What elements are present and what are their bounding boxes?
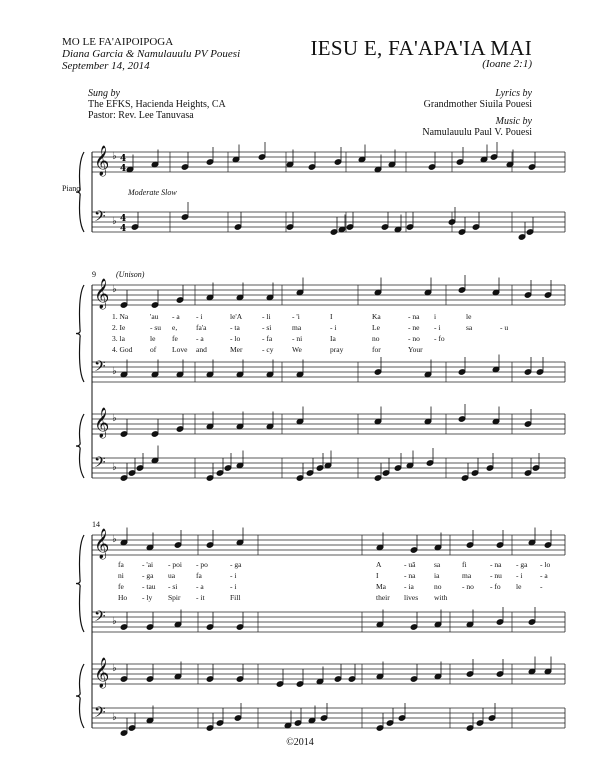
lyric-syllable: ma	[292, 323, 302, 332]
date: September 14, 2014	[62, 60, 150, 72]
key-signature-flat: ♭	[112, 712, 117, 723]
lyric-syllable: sa	[466, 323, 473, 332]
lyric-syllable: their	[376, 593, 390, 602]
music-label: Music by	[495, 116, 532, 127]
bass-clef: 𝄢	[94, 704, 106, 725]
lyric-syllable: - a	[196, 334, 204, 343]
lyric-syllable: 4. God	[112, 345, 133, 354]
lyric-syllable: - uā	[404, 560, 416, 569]
key-signature-flat: ♭	[112, 366, 117, 377]
lyric-syllable: - poi	[168, 560, 182, 569]
lyric-syllable: - it	[196, 593, 205, 602]
treble-clef: 𝄞	[94, 408, 110, 438]
lyric-syllable: e,	[172, 323, 178, 332]
lyricist: Grandmother Siuila Pouesi	[423, 99, 532, 110]
key-signature-flat: ♭	[112, 616, 117, 627]
lyric-syllable: - li	[262, 312, 271, 321]
lyric-syllable: - ga	[230, 560, 242, 569]
time-signature: 4	[120, 224, 127, 234]
key-signature-flat: ♭	[112, 216, 117, 227]
lyric-syllable: 'au	[150, 312, 159, 321]
lyric-syllable: - a	[172, 312, 180, 321]
treble-clef: 𝄞	[94, 279, 110, 309]
lyric-syllable: fe	[172, 334, 178, 343]
lyric-syllable: ia	[434, 571, 440, 580]
tempo-marking: Moderate Slow	[128, 188, 177, 197]
lyric-syllable: ma	[462, 571, 472, 580]
lyric-syllable: Love	[172, 345, 188, 354]
lyric-syllable: A	[376, 560, 382, 569]
lyric-syllable: 1. Na	[112, 312, 129, 321]
lyric-syllable: - i	[230, 571, 237, 580]
lyric-syllable: of	[150, 345, 157, 354]
lyric-syllable: - i	[196, 312, 203, 321]
measure-number-14: 14	[92, 520, 100, 529]
key-signature-flat: ♭	[112, 462, 117, 473]
lyric-syllable: - nu	[490, 571, 502, 580]
lyric-syllable: - tau	[142, 582, 156, 591]
series-name: MO LE FA'AIPOIPOGA	[62, 36, 174, 48]
lyric-syllable: ua	[168, 571, 176, 580]
key-signature-flat: ♭	[112, 534, 117, 545]
lyrics-label: Lyrics by	[495, 88, 532, 99]
lyric-syllable: I	[376, 571, 379, 580]
composers: Diana Garcia & Namulauulu PV Pouesi	[62, 48, 241, 60]
lyric-syllable: Ho	[118, 593, 128, 602]
lyric-syllable: fa'a	[196, 323, 207, 332]
lyric-syllable: - a	[196, 582, 204, 591]
lyric-syllable: - fa	[262, 334, 273, 343]
lyric-syllable: Ia	[330, 334, 336, 343]
lyric-syllable: Ma	[376, 582, 386, 591]
lyric-syllable: - si	[168, 582, 178, 591]
lyric-syllable: - ga	[516, 560, 528, 569]
treble-clef: 𝄞	[94, 146, 110, 176]
lyric-syllable: i	[434, 312, 437, 321]
lyric-syllable: Fill	[230, 593, 241, 602]
bass-clef: 𝄢	[94, 358, 106, 379]
lyric-syllable: le	[516, 582, 522, 591]
lyric-syllable: - fo	[434, 334, 445, 343]
key-signature-flat: ♭	[112, 151, 117, 162]
lyric-syllable: - 'ai	[142, 560, 154, 569]
lyric-syllable: - na	[408, 312, 420, 321]
choir-name: The EFKS, Hacienda Heights, CA	[88, 99, 226, 110]
key-signature-flat: ♭	[112, 284, 117, 295]
lyric-syllable: - ga	[142, 571, 154, 580]
sung-by-label: Sung by	[88, 88, 120, 99]
lyric-syllable: - i	[330, 323, 337, 332]
lyric-syllable: - ia	[404, 582, 414, 591]
time-signature: 4	[120, 214, 127, 224]
lyric-syllable: - na	[404, 571, 416, 580]
bass-clef: 𝄢	[94, 608, 106, 629]
lyric-syllable: - lo	[230, 334, 241, 343]
lyric-syllable: le	[466, 312, 472, 321]
lyric-syllable: Le	[372, 323, 380, 332]
lyric-syllable: - i	[516, 571, 523, 580]
key-signature-flat: ♭	[112, 413, 117, 424]
time-signature: 4	[120, 154, 127, 164]
lyric-syllable: - fo	[490, 582, 501, 591]
measure-number-9: 9	[92, 270, 96, 279]
piano-brace	[76, 414, 84, 478]
lyric-syllable: - u	[500, 323, 509, 332]
lyric-syllable: - na	[490, 560, 502, 569]
lyric-syllable: - no	[462, 582, 474, 591]
lyric-syllable: fi	[462, 560, 467, 569]
lyric-syllable: pray	[330, 345, 344, 354]
lyric-syllable: We	[292, 345, 302, 354]
lyric-syllable: - cy	[262, 345, 274, 354]
lyric-syllable: le	[150, 334, 156, 343]
instrument-label: Piano	[62, 184, 81, 193]
lyric-syllable: - 'i	[292, 312, 300, 321]
lyric-syllable: Spir	[168, 593, 181, 602]
lyric-syllable: le'A	[230, 312, 243, 321]
copyright: ©2014	[286, 737, 314, 748]
lyric-syllable: - a	[540, 571, 548, 580]
treble-clef: 𝄞	[94, 658, 110, 688]
time-signature: 4	[120, 164, 127, 174]
lyric-syllable: Your	[408, 345, 423, 354]
page-subtitle: (Ioane 2:1)	[482, 58, 532, 70]
lyric-syllable: 2. Ie	[112, 323, 126, 332]
pastor-name: Pastor: Rev. Lee Tanuvasa	[88, 110, 194, 121]
lyric-syllable: - i	[230, 582, 237, 591]
bass-clef: 𝄢	[94, 208, 106, 229]
lyric-syllable: - po	[196, 560, 208, 569]
lyric-syllable: Ka	[372, 312, 381, 321]
lyric-syllable: - no	[408, 334, 420, 343]
lyric-syllable: fa	[196, 571, 202, 580]
key-signature-flat: ♭	[112, 663, 117, 674]
lyric-syllable: - su	[150, 323, 162, 332]
lyric-syllable: lives	[404, 593, 419, 602]
lyric-syllable: - si	[262, 323, 272, 332]
lyric-syllable: and	[196, 345, 207, 354]
lyric-syllable: - ne	[408, 323, 420, 332]
bass-clef: 𝄢	[94, 454, 106, 475]
lyric-syllable: 3. la	[112, 334, 125, 343]
lyric-syllable: ni	[118, 571, 124, 580]
lyric-syllable: - lo	[540, 560, 551, 569]
piano-brace	[76, 664, 84, 728]
lyric-syllable: no	[434, 582, 442, 591]
lyric-syllable: no	[372, 334, 380, 343]
lyric-syllable: fa	[118, 560, 124, 569]
lyric-syllable: - ly	[142, 593, 153, 602]
lyric-syllable: for	[372, 345, 381, 354]
lyric-syllable: -	[540, 582, 543, 591]
treble-clef: 𝄞	[94, 529, 110, 559]
lyric-syllable: I	[330, 312, 333, 321]
unison-marking: (Unison)	[116, 270, 145, 279]
composer: Namulauulu Paul V. Pouesi	[422, 127, 532, 138]
page-title: IESU E, FA'APA'IA MAI	[310, 36, 532, 60]
voice-brace	[76, 285, 84, 382]
lyric-syllable: sa	[434, 560, 441, 569]
voice-brace	[76, 535, 84, 632]
lyric-syllable: fe	[118, 582, 124, 591]
lyric-syllable: Mer	[230, 345, 243, 354]
lyric-syllable: with	[434, 593, 448, 602]
lyric-syllable: - i	[434, 323, 441, 332]
lyric-syllable: - ni	[292, 334, 303, 343]
lyric-syllable: - ta	[230, 323, 240, 332]
